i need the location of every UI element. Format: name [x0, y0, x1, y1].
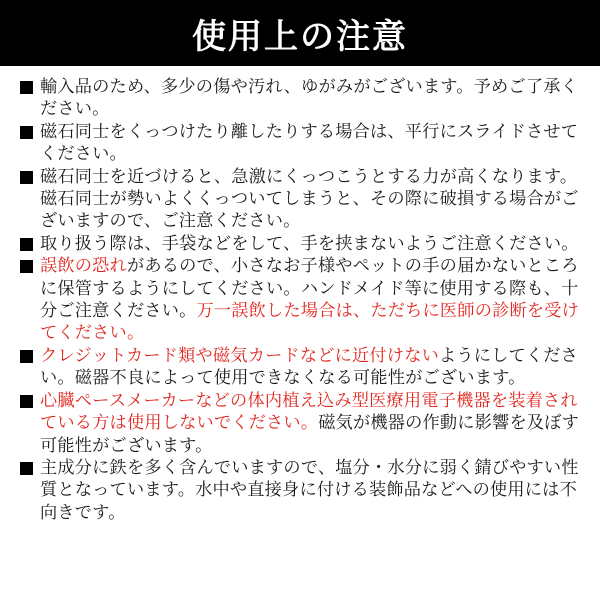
note-text: 磁石同士をくっつけたり離したりする場合は、平行にスライドさせてください。: [40, 121, 579, 165]
page-title: 使用上の注意: [192, 16, 408, 57]
note-text: ようにしてください。磁器不良によって使用できなくなる可能性がございます。: [40, 345, 579, 389]
note-item-card-warning: [18, 345, 586, 390]
note-text: 主成分に鉄を多く含んでいますので、塩分・水分に弱く錆びやすい性質となっています。水中や直接身に付ける装飾品などへの使用には不向きです。: [40, 457, 579, 523]
square-bullet-icon: [20, 238, 33, 251]
note-text: があるので、小さなお子様やペットの手の届かないところに保管するようにしてください。ハンドメイド等に使用する際も、十分ご注意ください。: [40, 256, 579, 322]
note-text: 磁石同士を近づけると、急激にくっつこうとする力が高くなります。磁石同士が勢いよくくっついてしまうと、その際に破損する場合がございますので、ご注意ください。: [40, 166, 579, 232]
square-bullet-icon: [20, 171, 33, 184]
header-bar: [0, 0, 600, 66]
warning-text: 誤飲の恐れ: [40, 256, 127, 277]
square-bullet-icon: [20, 350, 33, 363]
note-item-choking-warning: [18, 255, 586, 345]
note-item: [18, 121, 586, 166]
note-item: [18, 233, 586, 255]
square-bullet-icon: [20, 462, 33, 475]
warning-text: 万一誤飲した場合は、ただちに医師の診断を受けてください。: [40, 301, 580, 344]
warning-text: 心臓ペースメーカーなどの体内植え込み型医療用電子機器を装着されている方は使用しないでください。: [40, 390, 578, 434]
square-bullet-icon: [20, 81, 33, 94]
note-text: 取り扱う際は、手袋などをして、手を挟まないようご注意ください。: [40, 233, 579, 254]
note-item-pacemaker-warning: [18, 390, 586, 457]
notes-list: [18, 76, 586, 524]
note-text: 輸入品のため、多少の傷や汚れ、ゆがみがございます。予めご了承ください。: [40, 77, 578, 120]
square-bullet-icon: [20, 395, 33, 408]
warning-text: クレジットカード類や磁気カードなどに近付けない: [40, 345, 439, 366]
note-item: [18, 76, 586, 121]
note-item: [18, 166, 586, 233]
square-bullet-icon: [20, 260, 33, 273]
note-item: [18, 457, 586, 524]
square-bullet-icon: [20, 126, 33, 139]
note-text: 磁気が機器の作動に影響を及ぼす可能性がございます。: [40, 413, 580, 456]
